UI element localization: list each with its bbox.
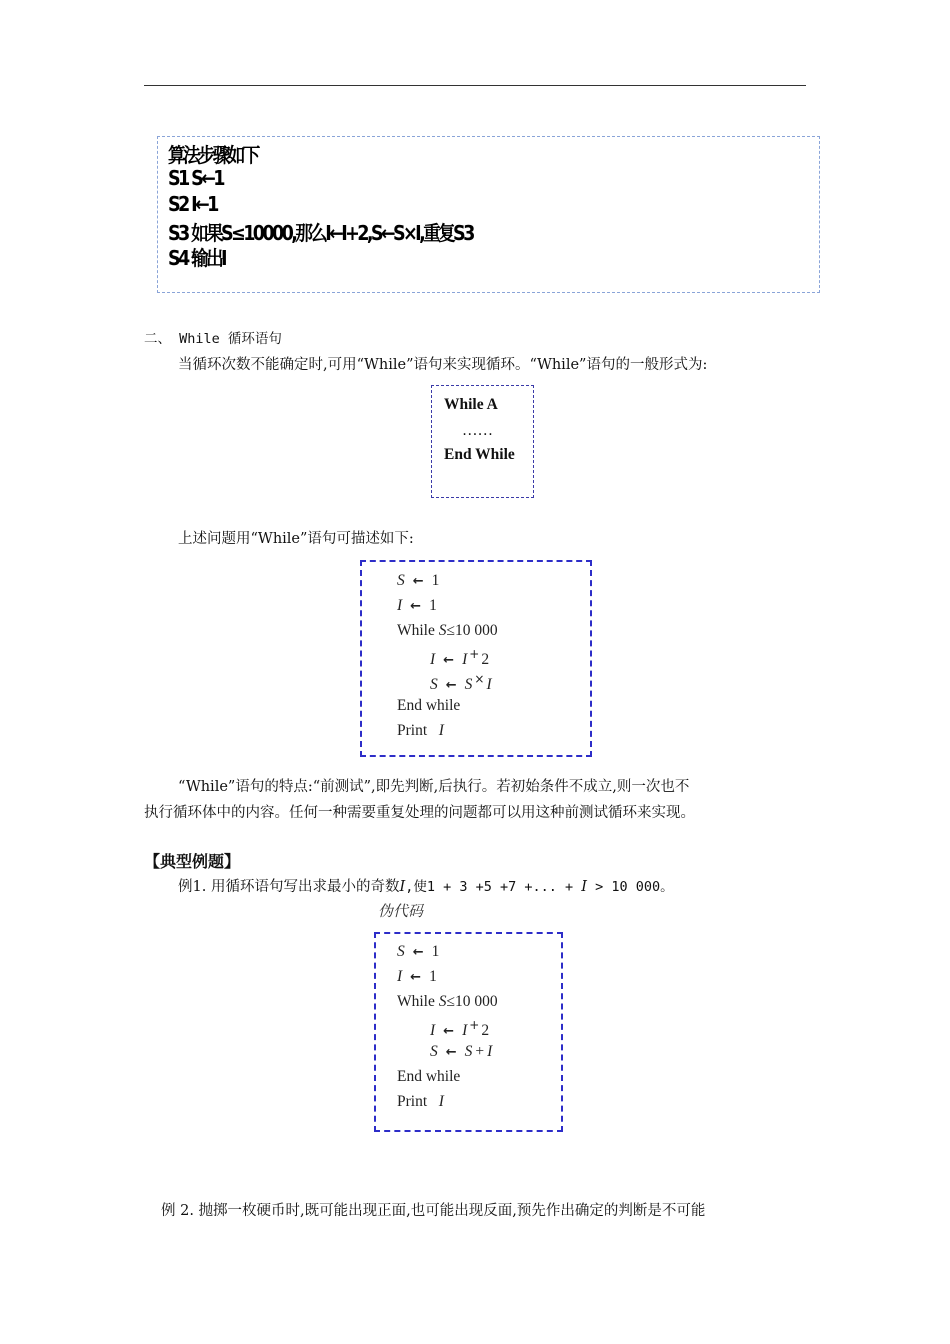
algorithm-step-2: S2 I←1 bbox=[168, 192, 217, 216]
pseudocode-box-2 bbox=[374, 932, 563, 1132]
left-arrow-icon: ← bbox=[445, 678, 457, 693]
code1-line-7: Print I bbox=[397, 722, 444, 739]
while-form-line-1: While A bbox=[444, 396, 498, 413]
while-form-ellipsis: …… bbox=[462, 422, 493, 439]
code2-line-1: S ← 1 bbox=[397, 943, 440, 960]
feature-text-line-2: 执行循环体中的内容。任何一种需要重复处理的问题都可以用这种前测试循环来实现。 bbox=[144, 805, 695, 821]
algorithm-step-4: S4 输出I bbox=[168, 246, 225, 270]
while-general-form-box bbox=[431, 385, 534, 498]
left-arrow-icon: ← bbox=[412, 945, 424, 960]
code1-line-4: I ← I + 2 bbox=[430, 647, 490, 668]
code1-line-2: I ← 1 bbox=[397, 597, 437, 614]
code1-line-6: End while bbox=[397, 697, 461, 714]
pseudocode-label: 伪代码 bbox=[378, 902, 424, 920]
example-2-text: 例 2. 抛掷一枚硬币时,既可能出现正面,也可能出现反面,预先作出确定的判断是不可能 bbox=[161, 1203, 706, 1219]
code1-line-5: S ← S × I bbox=[430, 672, 492, 693]
describe-text: 上述问题用“While”语句可描述如下: bbox=[178, 531, 414, 547]
code2-line-3: While S≤10 000 bbox=[397, 993, 498, 1010]
code1-line-3: While S≤10 000 bbox=[397, 622, 498, 639]
algorithm-step-3: S3 如果S≤10000,那么I←I+2,S←S×I,重复S3 bbox=[168, 221, 473, 245]
left-arrow-icon: ← bbox=[445, 1045, 457, 1060]
algorithm-title: 算法步骤如下 bbox=[168, 143, 258, 167]
feature-text-line-1: “While”语句的特点:“前测试”,即先判断,后执行。若初始条件不成立,则一次也不 bbox=[178, 779, 690, 795]
code2-line-5: S ← S + I bbox=[430, 1043, 493, 1060]
example-1-text: 例1. 用循环语句写出求最小的奇数I,使1 + 3 +5 +7 +... + I > 10 000。 bbox=[178, 879, 674, 895]
code1-line-1: S ← 1 bbox=[397, 572, 440, 589]
section-heading-while: 二、 While 循环语句 bbox=[144, 331, 282, 347]
left-arrow-icon: ← bbox=[443, 1024, 455, 1039]
while-form-line-3: End While bbox=[444, 446, 515, 463]
code2-line-7: Print I bbox=[397, 1093, 444, 1110]
code2-line-6: End while bbox=[397, 1068, 461, 1085]
examples-heading: 【典型例题】 bbox=[144, 852, 241, 871]
algorithm-steps-box bbox=[157, 136, 820, 293]
code2-line-2: I ← 1 bbox=[397, 968, 437, 985]
pseudocode-box-1 bbox=[360, 560, 592, 757]
left-arrow-icon: ← bbox=[410, 599, 422, 614]
left-arrow-icon: ← bbox=[410, 970, 422, 985]
header-rule bbox=[144, 85, 806, 86]
algorithm-step-1: S1 S←1 bbox=[168, 166, 223, 190]
while-intro-paragraph: 当循环次数不能确定时,可用“While”语句来实现循环。“While”语句的一般形式为: bbox=[178, 357, 708, 373]
code2-line-4: I ← I + 2 bbox=[430, 1018, 490, 1039]
left-arrow-icon: ← bbox=[412, 574, 424, 589]
left-arrow-icon: ← bbox=[443, 653, 455, 668]
